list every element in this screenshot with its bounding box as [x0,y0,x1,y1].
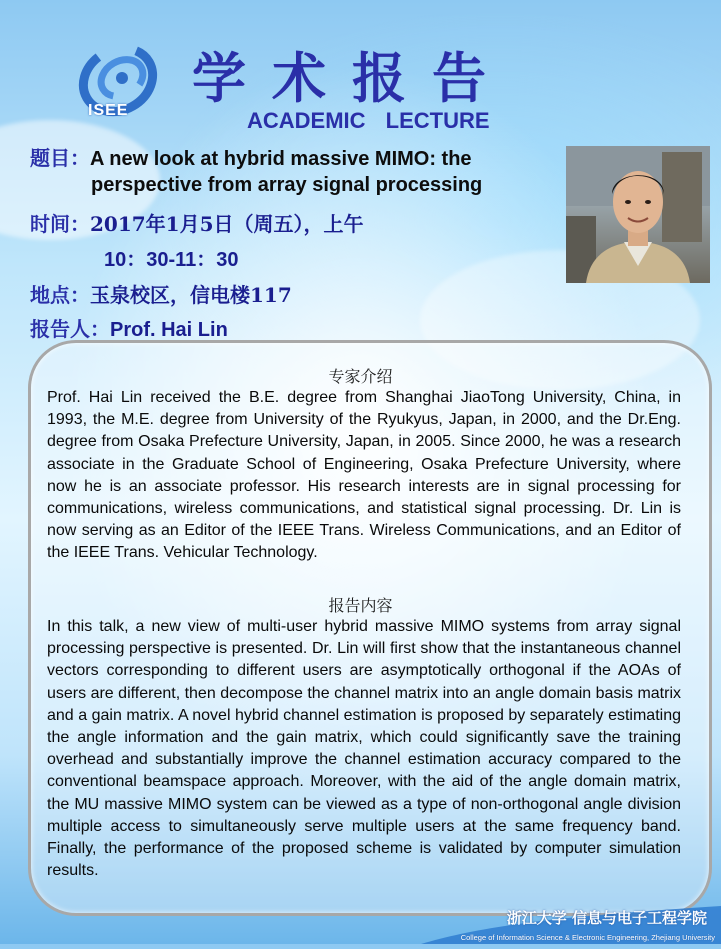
place-value: 玉泉校区，信电楼117 [90,283,292,307]
place-row [30,279,292,308]
speaker-value: Prof. Hai Lin [110,319,228,341]
topic-row [30,142,472,171]
bio-heading: 专家介绍 [328,367,393,386]
time-row-2 [104,243,239,272]
bio-text: Prof. Hai Lin received the B.E. degree from Shanghai JiaoTong University, China, in 1993, the M.E. degree from University of the Ryukyus, Japan, in 2000, and the Dr.Eng. degree from Osaka Prefecture University, Japan, in 2005. Since 2000, he was a research associate in the Graduate School of Engineering, Osaka Prefecture University, where now he is an associate professor. His research interests are in signal processing for communications, wireless communications, and statistical signal processing. Dr. Lin is now serving as an Editor of the IEEE Trans. Wireless Communications, and an Editor of the IEEE Trans. Vehicular Technology. [47,389,681,562]
speaker-label: 报告人： [30,317,110,341]
person-icon [566,146,710,283]
topic-line1: A new look at hybrid massive MIMO: the [90,148,472,170]
school-name-cn: 浙江大学 信息与电子工程学院 [506,909,707,927]
school-name-en: College of Information Science & Electronic Engineering, Zhejiang University [460,933,715,942]
logo-text: ISEE [88,102,129,119]
time-label: 时间： [30,212,90,236]
abstract-heading: 报告内容 [328,596,393,615]
abstract-text: In this talk, a new view of multi-user hybrid massive MIMO systems from array signal processing perspective is presented. Dr. Lin will first show that the instantaneous channel vectors corresponding to different users are asymptotically orthogonal if the AOAs of users are different, then decompose the channel matrix into an angle domain basis matrix and a gain matrix. A novel hybrid channel estimation is proposed by separately estimating the angle information and the gain matrix, which could significantly save the training overhead and substantially improve the channel estimation accuracy compared to the conventional beamspace approach. Moreover, with the aid of the angle domain matrix, the MU massive MIMO system can be viewed as a type of non-orthogonal angle division multiple access to simultaneously serve multiple users at the same frequency band. Finally, the performance of the proposed scheme is validated by computer simulation results. [47,618,681,880]
page-subtitle: ACADEMIC LECTURE [247,108,490,133]
time-line2: 10：30-11：30 [104,249,239,271]
speaker-row [30,313,228,342]
page-title: 学术报告 [192,47,512,110]
time-row [30,208,364,237]
time-line1: 2017年1月5日（周五），上午 [90,212,364,236]
place-label: 地点： [30,283,90,307]
topic-line2: perspective from array signal processing [91,174,483,196]
topic-label: 题目： [30,146,90,170]
topic-row-2 [91,174,482,197]
speaker-photo [566,146,710,283]
